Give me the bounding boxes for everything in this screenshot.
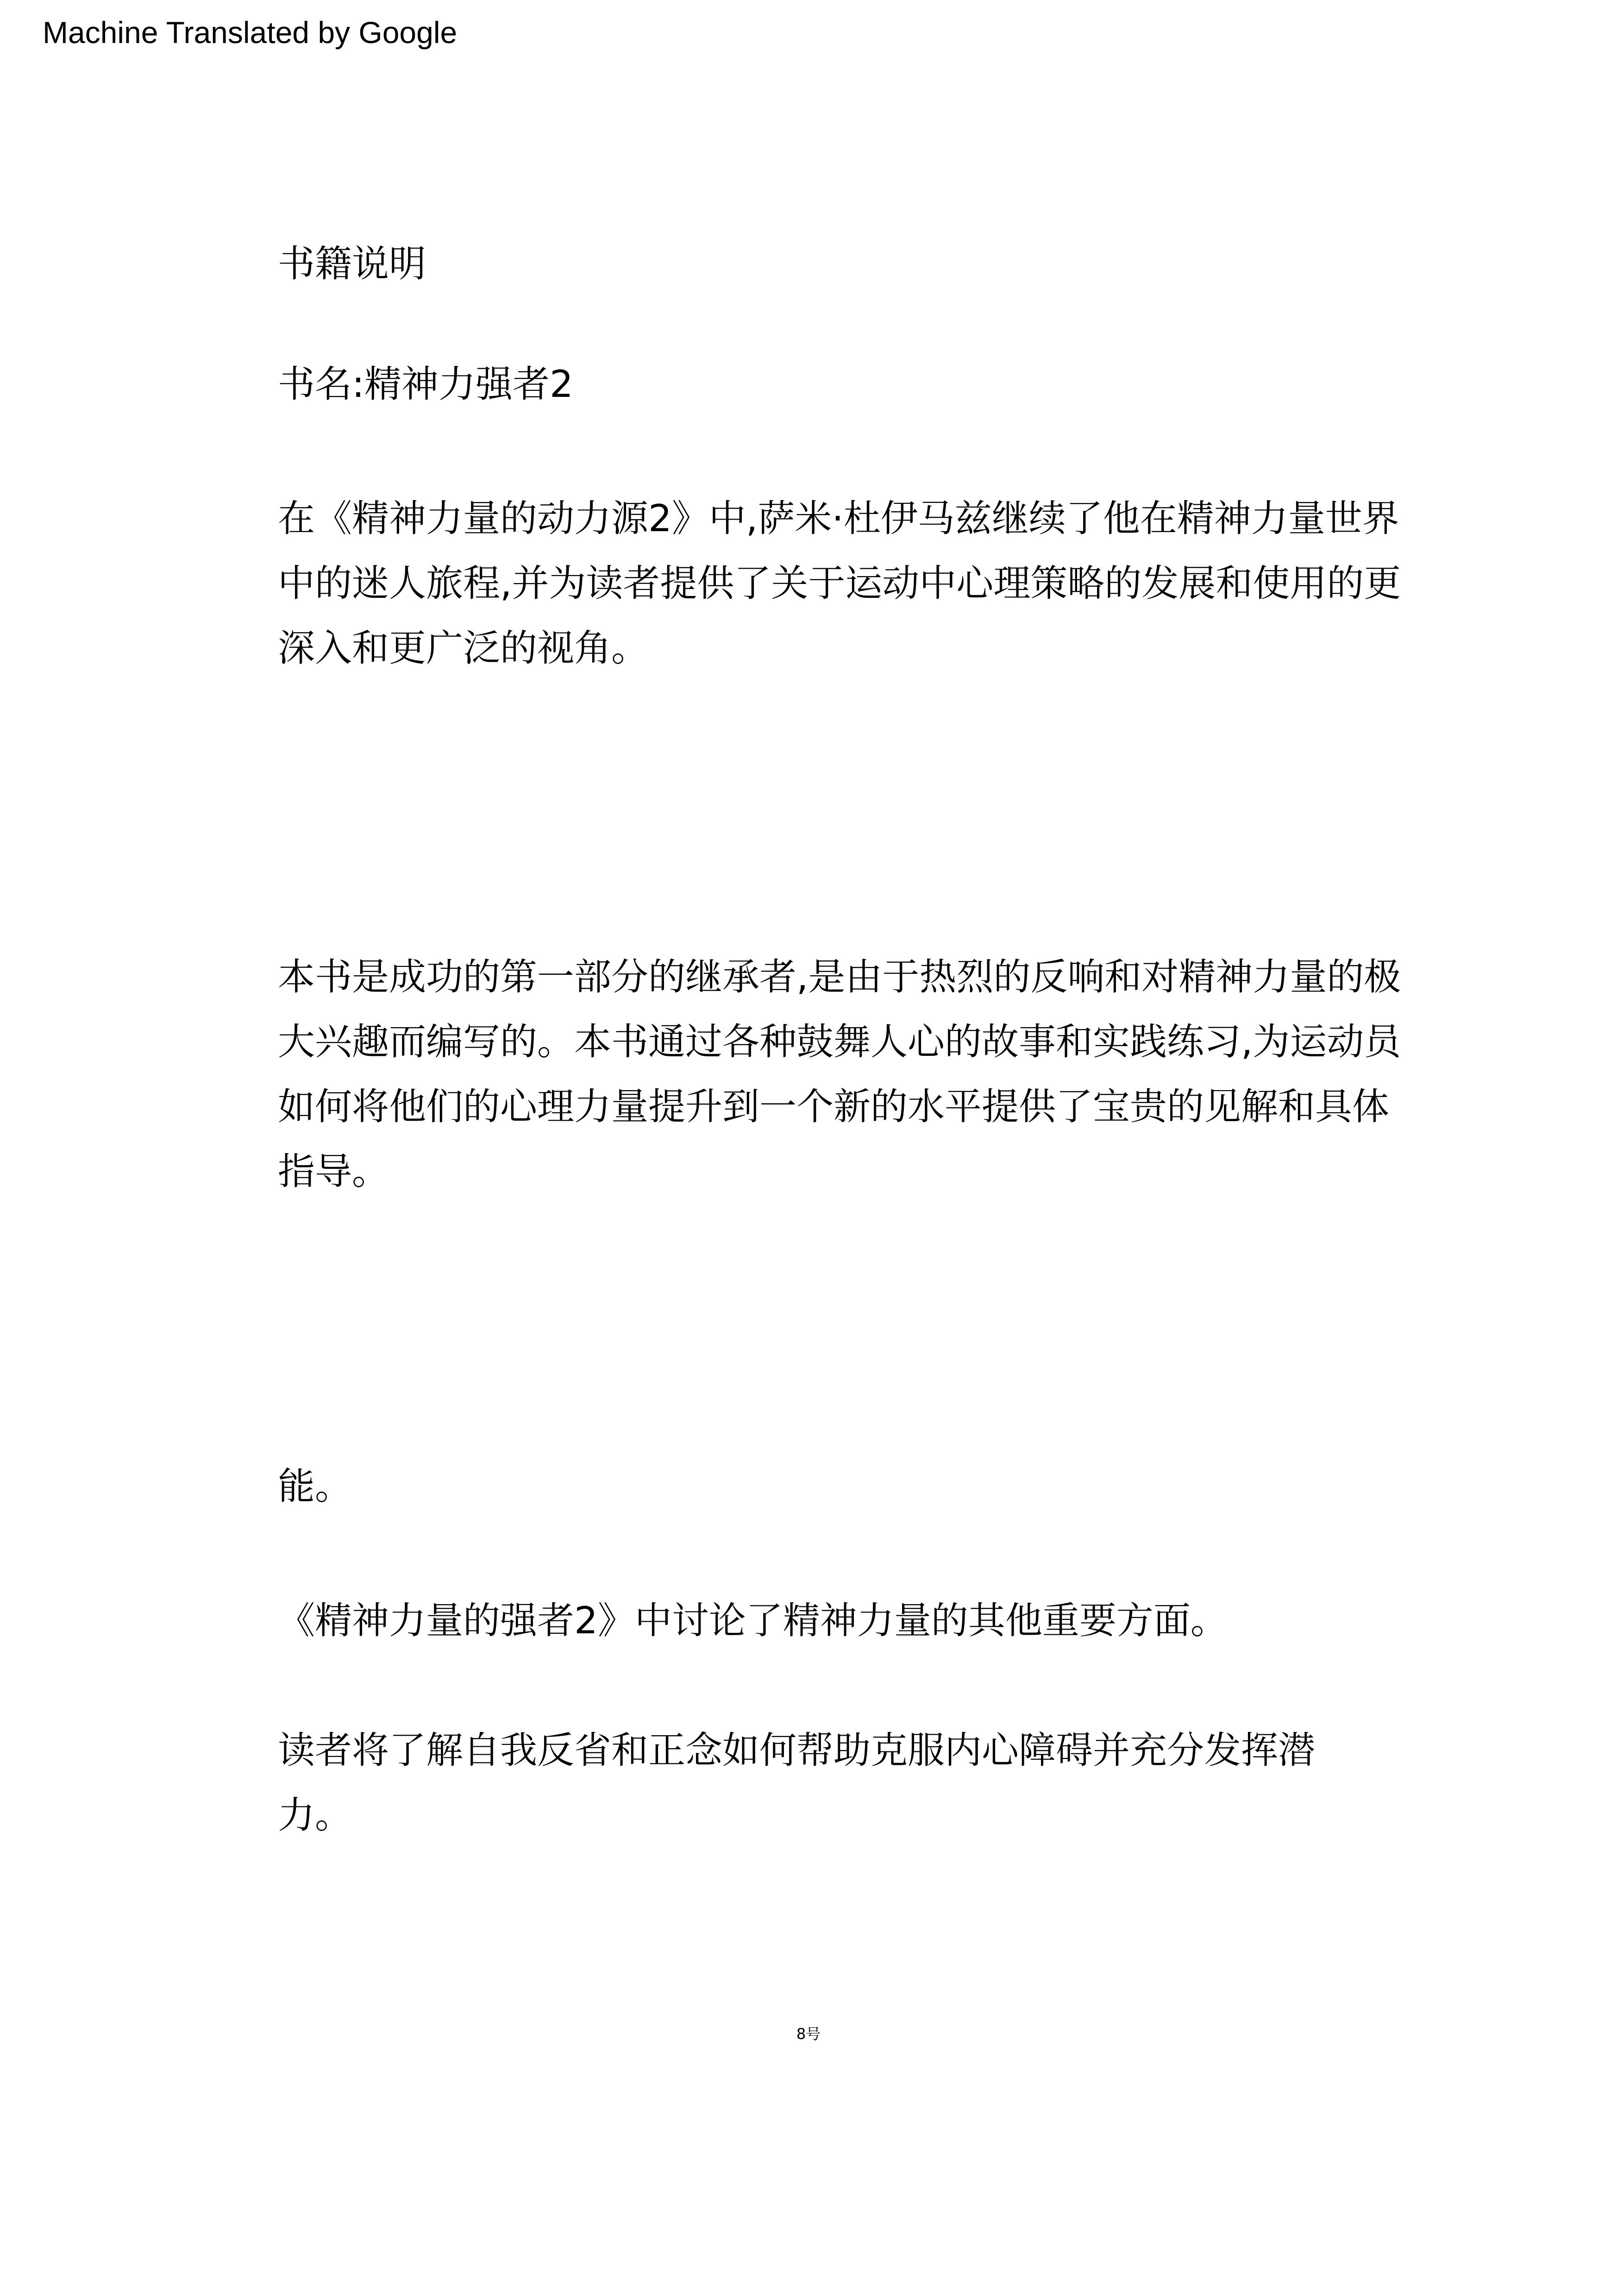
page-number: 8号	[796, 2025, 821, 2043]
book-title-line: 书名:精神力强者2	[278, 363, 573, 406]
text-fragment: 能。	[278, 1465, 352, 1508]
paragraph-line: 大兴趣而编写的。本书通过各种鼓舞人心的故事和实践练习,为运动员	[278, 1020, 1401, 1063]
paragraph-intro	[278, 486, 1401, 681]
paragraph-topics: 《精神力量的强者2》中讨论了精神力量的其他重要方面。	[278, 1599, 1228, 1642]
section-heading: 书籍说明	[278, 242, 426, 285]
paragraph-line: 中的迷人旅程,并为读者提供了关于运动中心理策略的发展和使用的更	[278, 562, 1401, 605]
machine-translation-banner: Machine Translated by Google	[43, 15, 458, 50]
paragraph-line: 如何将他们的心理力量提升到一个新的水平提供了宝贵的见解和具体	[278, 1085, 1389, 1128]
paragraph-line: 本书是成功的第一部分的继承者,是由于热烈的反响和对精神力量的极	[278, 955, 1401, 998]
paragraph-reader-benefit: 读者将了解自我反省和正念如何帮助克服内心障碍并充分发挥潜力。	[278, 1729, 1315, 1837]
paragraph-background	[278, 945, 1401, 1204]
paragraph-line: 在《精神力量的动力源2》中,萨米·杜伊马兹继续了他在精神力量世界	[278, 497, 1399, 540]
paragraph-line: 深入和更广泛的视角。	[278, 627, 648, 670]
paragraph-line: 指导。	[278, 1150, 389, 1193]
